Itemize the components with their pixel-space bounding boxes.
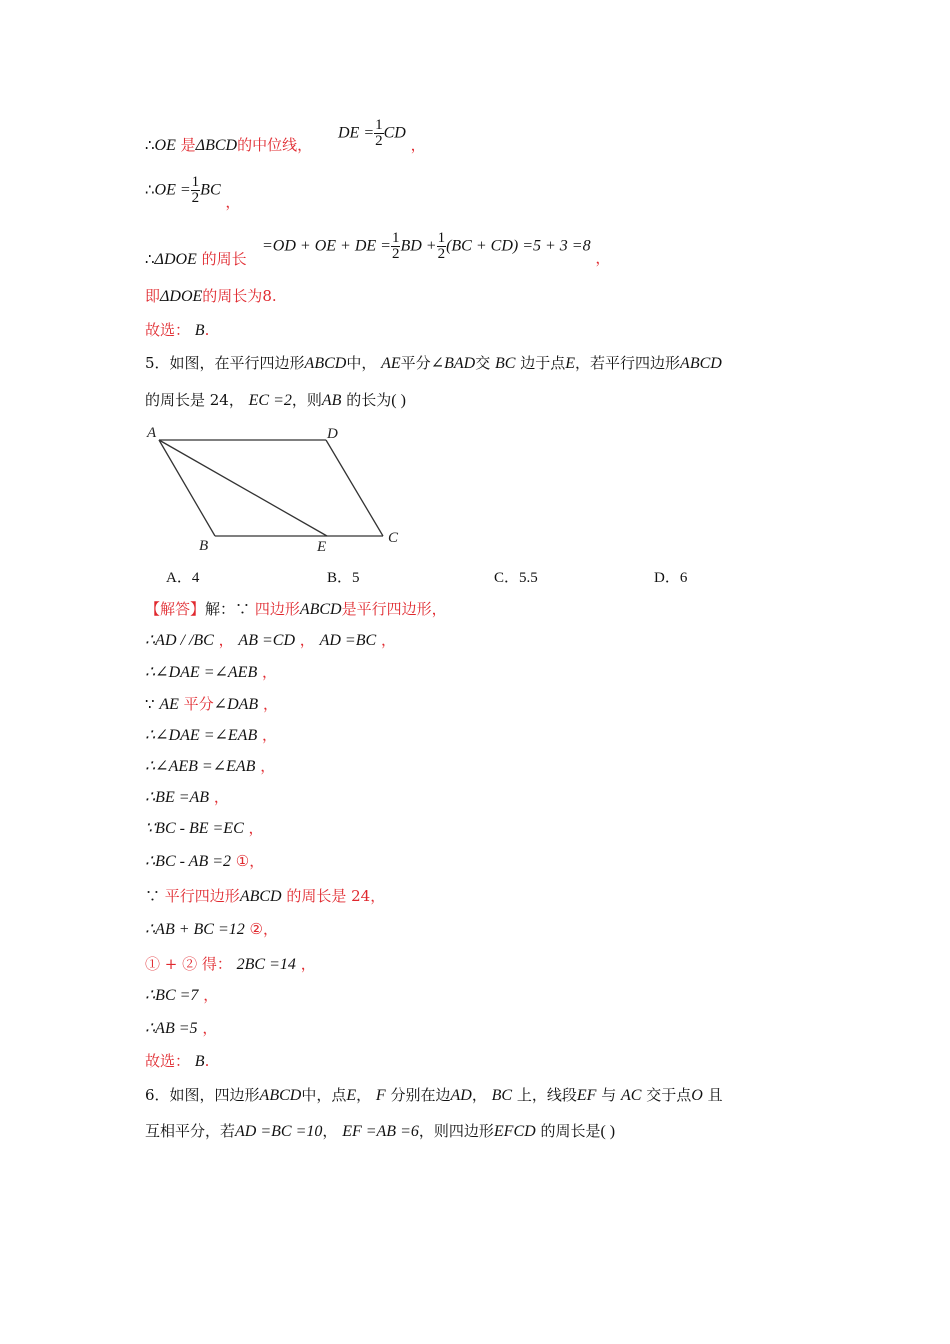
math-ae: AE [381,355,401,372]
sol-line-13 [145,1019,217,1038]
math-bc: BC [200,181,221,199]
comma: ， [218,631,234,649]
solution-header: 【解答】 [145,600,206,618]
label-a: A [147,425,157,441]
text-midline: 的中位线， [237,136,313,154]
text-perimeter: 的周长 [201,250,247,268]
sol-line-7 [145,819,264,838]
math-bc-eq-7: ∴BC =7 [145,987,199,1004]
math-abcd: ABCD [304,355,347,372]
text-perimeter-24: 的周长是 24， [286,887,386,905]
math-ab-eq-cd: AB =CD [238,632,295,649]
comma: ， [410,135,426,154]
q5-text: 的周长是 24， [145,391,244,409]
q6-text: 分别在边 [390,1086,451,1104]
text-is: 是 [180,136,196,154]
choice-a[interactable]: A．4 [166,570,200,586]
text-solve-because: 解：∵ [205,600,251,618]
q6-text: ， [356,1086,372,1104]
sol-line-9 [145,887,385,906]
segment-ae [159,440,327,536]
math-abcd: ABCD [680,355,722,372]
frac-num: 1 [437,230,446,246]
math-angle-eq: ∴∠AEB =∠EAB [145,758,256,775]
math-abcd: ABCD [299,601,342,618]
q6-text: ，则四边形 [418,1122,494,1140]
comma: ， [595,248,611,267]
math-ad-bc-10: AD =BC =10 [235,1123,323,1140]
text-choose: 故选： [145,321,191,339]
comma: ， [202,1019,218,1037]
math-2bc: 2BC =14 [236,956,296,973]
math-angle-dab: ∠DAB [213,696,259,713]
comma: ， [203,986,219,1004]
q6-text: 上，线段 [516,1086,577,1104]
label-b: B [199,538,209,554]
math-bc: BC [495,355,516,372]
line-de-half-cd [338,117,426,154]
text-bisects: 平分 [183,695,214,713]
sol-line-11 [145,955,316,974]
answer-blank: ( ) [391,392,406,409]
math-f: F [375,1087,386,1104]
comma: ， [299,631,315,649]
frac-den: 2 [391,246,400,262]
sol-line-1 [145,631,396,650]
comma: ， [225,192,241,211]
math-sum: =OD + OE + DE = [262,237,391,255]
answer-letter: B [194,1053,205,1070]
comma: ， [262,695,278,713]
therefore-symbol: ∴ [145,136,155,154]
math-ad-parallel-bc: ∴AD / /BC [145,632,214,649]
q6-text: ， [471,1086,487,1104]
q5-text: ，则 [291,391,322,409]
fraction-half [191,175,201,206]
sol-line-12 [145,986,218,1005]
line-doe-calc [262,230,611,267]
therefore-symbol: ∴ [145,250,155,268]
math-bc-minus-be: ∵BC - BE =EC [145,820,244,837]
line-doe-perimeter [145,250,247,269]
math-ac: AC [621,1087,642,1104]
comma: ， [300,955,316,973]
math-ec: EC =2 [248,392,292,409]
math-o: O [691,1087,703,1104]
q6-text: ， [322,1122,338,1140]
comma: ， [248,819,264,837]
frac-den: 2 [191,190,200,206]
q5-line1 [145,354,722,373]
frac-den: 2 [375,133,383,149]
line-perimeter-is-8 [145,287,277,306]
math-result: (BC + CD) =5 + 3 =8 [446,237,591,255]
value-8: 8. [262,287,277,305]
math-ad: AD [450,1087,472,1104]
sol-line-14 [145,1052,209,1071]
q6-line2 [145,1122,615,1141]
math-ab-plus-bc: ∴AB + BC =12 [145,921,245,938]
q6-text: 互相平分，若 [145,1122,236,1140]
q6-text: 的周长是 [540,1122,601,1140]
because-symbol: ∵ [145,695,155,713]
text-choose: 故选： [145,1052,191,1070]
math-triangle-doe: ΔDOE [160,288,203,305]
because-symbol: ∵ [145,887,161,905]
math-abcd: ABCD [239,888,282,905]
comma: ， [262,663,278,681]
text-perimeter-is: 的周长为 [202,287,263,305]
q5-text: 边于点 [520,354,566,372]
math-bc-minus-ab: ∴BC - AB =2 [145,853,232,870]
math-abcd: ABCD [259,1087,302,1104]
frac-den: 2 [437,246,446,262]
math-efcd: EFCD [493,1123,536,1140]
sol-line-10 [145,920,278,939]
sol-line-4 [145,726,277,745]
period: . [204,321,210,339]
q6-text: 中，点 [301,1086,347,1104]
q5-text: 中， [346,354,377,372]
q5-text: ，若平行四边形 [575,354,681,372]
sol-line-0 [145,600,447,619]
frac-num: 1 [191,174,200,190]
math-ef-ab-6: EF =AB =6 [342,1123,419,1140]
text-quadrilateral: 四边形 [254,600,300,618]
text-add-equations: ① + ② 得： [145,955,232,973]
sol-line-5 [145,757,275,776]
comma: ， [213,788,229,806]
math-e: E [346,1087,357,1104]
math-bc: BC [491,1087,513,1104]
q6-line1 [145,1086,723,1105]
frac-num: 1 [375,117,383,133]
math-triangle-doe: ΔDOE [154,251,197,268]
q6-text: 与 [601,1086,617,1104]
sol-line-2 [145,663,277,682]
sol-line-8 [145,852,264,871]
q5-text: 平分 [400,354,431,372]
q6-text: 交于点 [646,1086,692,1104]
comma: ， [262,726,278,744]
q6-text: 且 [707,1086,723,1104]
choice-b[interactable]: B．5 [327,570,360,586]
math-ab: AB [321,392,342,409]
math-ad-eq-bc: AD =BC [319,632,377,649]
frac-num: 1 [391,230,400,246]
comma: ， [380,631,396,649]
q5-line2 [145,391,406,410]
math-ae: AE [159,696,179,713]
choice-d[interactable]: D．6 [654,570,688,586]
text-ji: 即 [145,287,161,305]
therefore-symbol: ∴ [145,180,155,199]
q6-text: 6．如图，四边形 [145,1086,260,1104]
label-e: E [317,539,327,555]
math-angle-eq: ∴∠DAE =∠AEB [145,664,258,681]
line-answer-b [145,321,209,340]
sol-line-3 [145,695,278,714]
q5-text: 的长为 [346,391,392,409]
math-e: E [565,355,576,372]
label-c: C [388,530,399,546]
equation-marker-1: ①， [235,852,265,870]
q5-text: 5．如图，在平行四边形 [145,354,305,372]
math-angle-eq: ∴∠DAE =∠EAB [145,727,258,744]
math-ef: EF [576,1087,597,1104]
math-oe: OE [154,137,176,154]
line-oe-midline [145,136,312,155]
period: . [204,1052,210,1070]
answer-blank: ( ) [600,1123,616,1140]
math-triangle-bcd: ΔBCD [195,137,238,154]
equation-marker-2: ②， [249,920,278,938]
math-bd: BD + [400,237,437,255]
segment-dc [326,440,383,536]
parallelogram-figure [143,420,413,555]
math-angle-bad: ∠BAD [430,355,476,372]
math-be-eq-ab: ∴BE =AB [145,789,210,806]
line-oe-half-bc [145,174,241,211]
text-is-parallelogram: 是平行四边形， [341,600,447,618]
text-parallelogram: 平行四边形 [164,887,240,905]
math-ab-eq-5: ∴AB =5 [145,1020,198,1037]
fraction-half [437,231,447,262]
label-d: D [327,426,338,442]
sol-line-6 [145,788,229,807]
q5-text: 交 [475,354,491,372]
math-oe-eq: OE = [154,181,191,199]
comma: ， [260,757,276,775]
math-cd: CD [383,124,406,142]
choice-c[interactable]: C．5.5 [494,570,538,586]
math-de: DE = [338,124,375,142]
fraction-half [374,118,384,149]
segment-ab [159,440,215,536]
answer-letter: B [194,322,205,339]
